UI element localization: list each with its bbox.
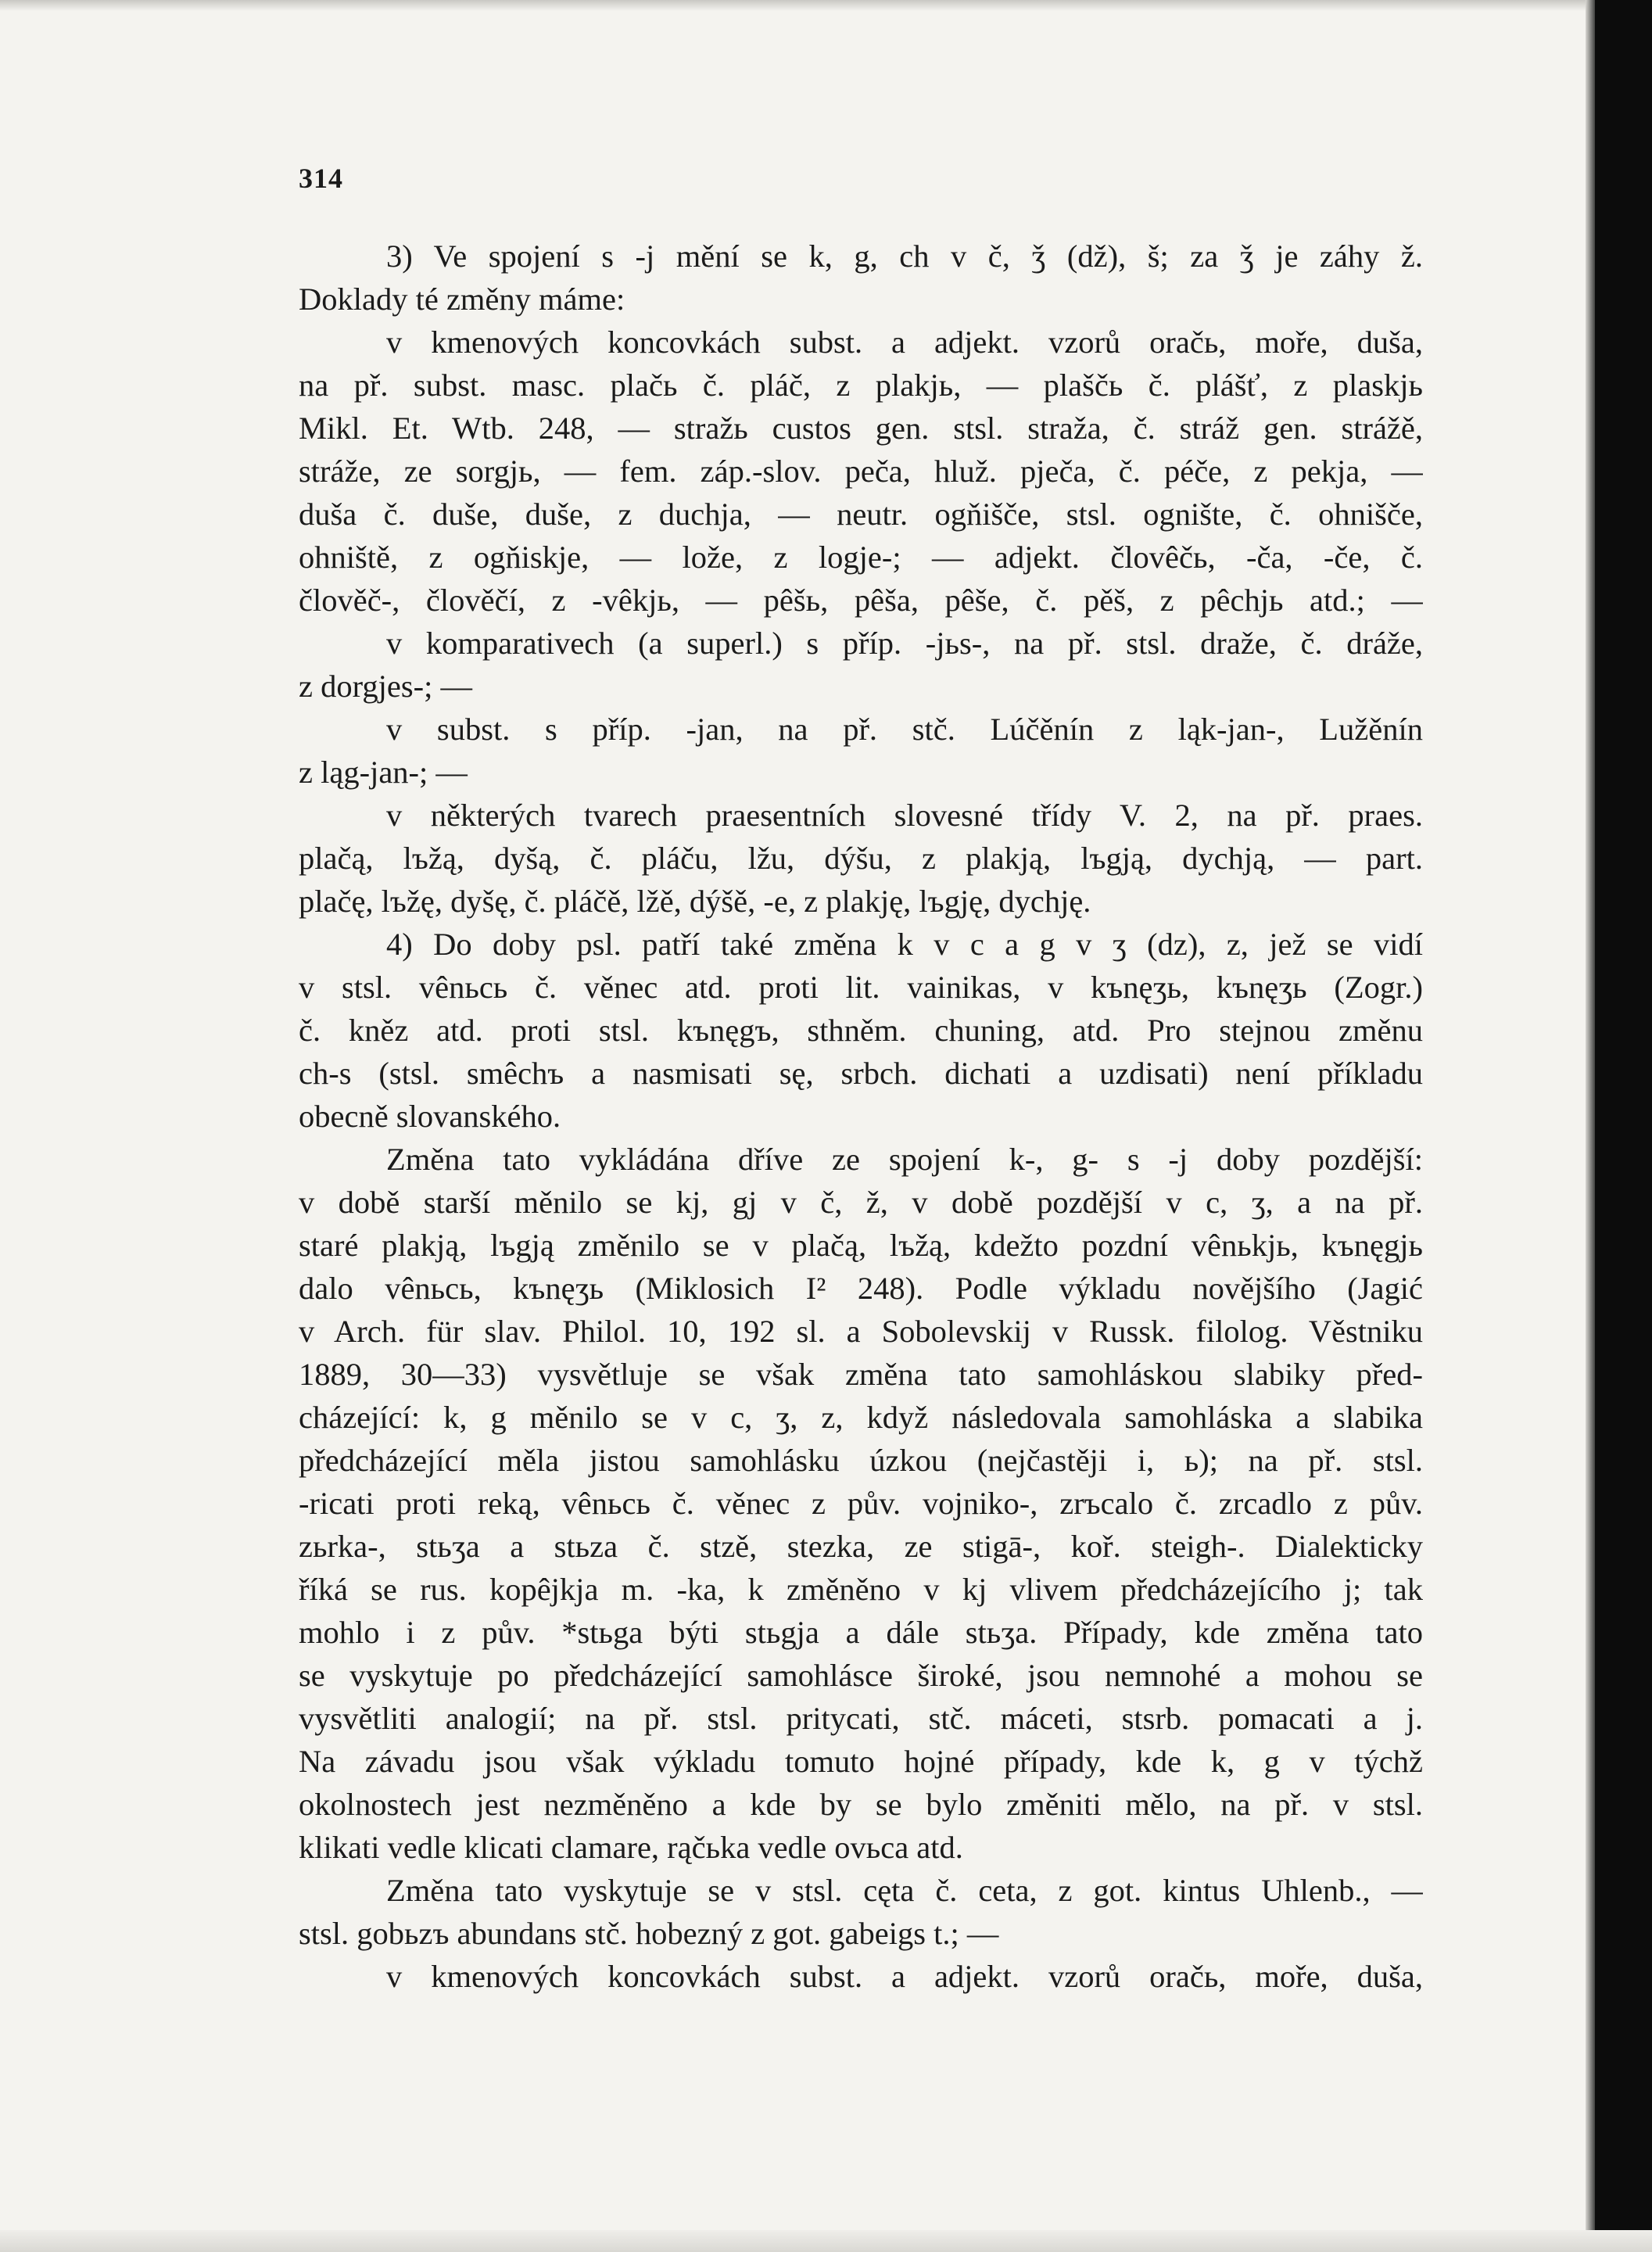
text-line: dalo vênьcь, kъnęʒь (Miklosich I² 248). Podle výkladu novějšího (Jagić [299, 1271, 1423, 1306]
text-line: klikati vedle klicati clamare, rąčьka vedle ovьca atd. [299, 1830, 963, 1865]
text-line: staré plakją, lъgją změnilo se v plačą, lъžą, kdežto pozdní vênьkjь, kъnęgjь [299, 1228, 1423, 1263]
scan-border-right [1595, 0, 1652, 2252]
text-line: v době starší měnilo se kj, gj v č, ž, v době pozdější v c, ʒ, a na př. [299, 1185, 1423, 1220]
text-line: v některých tvarech praesentních slovesné třídy V. 2, na př. praes. [386, 798, 1423, 833]
page-edge-bottom [0, 2230, 1652, 2252]
text-line: na př. subst. masc. plačь č. pláč, z plakjь, — plaščь č. plášť, z plaskjь [299, 368, 1423, 403]
text-line: obecně slovanského. [299, 1099, 561, 1134]
text-line: Doklady té změny máme: [299, 282, 625, 317]
text-line: v Arch. für slav. Philol. 10, 192 sl. a Sobolevskij v Russk. filolog. Věstniku [299, 1314, 1423, 1349]
text-line: Změna tato vyskytuje se v stsl. cęta č. ceta, z got. kintus Uhlenb., — [386, 1873, 1423, 1908]
top-page-shadow [0, 0, 1595, 11]
text-line: v stsl. vênьcь č. věnec atd. proti lit. vainikas, v kъnęʒь, kъnęʒь (Zogr.) [299, 970, 1423, 1005]
text-line: zьrka-, stьʒa a stьza č. stzě, stezka, ze stigā-, koř. steigh-. Dialekticky [299, 1529, 1423, 1564]
text-line: v komparativech (a superl.) s příp. -jьs-, na př. stsl. dražе, č. dráže, [386, 626, 1423, 661]
text-line: plačą, lъžą, dyšą, č. pláču, lžu, dýšu, z plakją, lъgją, dychją, — part. [299, 841, 1423, 876]
text-line: cházející: k, g měnilo se v c, ʒ, z, když následovala samohláska a slabika [299, 1400, 1423, 1435]
text-line: stsl. gobьzъ abundans stč. hobezný z got. gabeigs t.; — [299, 1916, 999, 1951]
text-line: z ląg-jan-; — [299, 755, 468, 790]
text-line: plačę, lъžę, dyšę, č. pláčě, lžě, dýšě, -e, z plakję, lъgję, dychję. [299, 884, 1091, 919]
page-number: 314 [299, 163, 343, 194]
text-line: -ricati proti reką, vênьcь č. věnec z pův. vojniko-, zrъcalo č. zrcadlo z pův. [299, 1486, 1423, 1521]
text-line: v kmenových koncovkách subst. a adjekt. vzorů oračь, moře, duša, [386, 1959, 1423, 1994]
text-line: v subst. s příp. -jan, na př. stč. Lúčěnín z ląk-jan-, Lužěnín [386, 712, 1423, 747]
text-line: Na závadu jsou však výkladu tomuto hojné případy, kde k, g v týchž [299, 1744, 1423, 1779]
text-line: předcházející měla jistou samohlásku úzkou (nejčastěji i, ь); na př. stsl. [299, 1443, 1423, 1478]
text-line: vysvětliti analogií; na př. stsl. pritycati, stč. máceti, stsrb. pomacati a j. [299, 1701, 1423, 1736]
text-line: se vyskytuje po předcházející samohlásce široké, jsou nemnohé a mohou se [299, 1658, 1423, 1693]
text-line: mohlo i z pův. *stьga býti stьgja a dále stьʒa. Případy, kde změna tato [299, 1615, 1423, 1650]
text-line: v kmenových koncovkách subst. a adjekt. vzorů oračь, moře, duša, [386, 325, 1423, 360]
text-line: 4) Do doby psl. patří také změna k v c a g v ʒ (dz), z, jež se vidí [386, 927, 1423, 962]
text-line: ch-s (stsl. smêchъ a nasmisati sę, srbch. dichati a uzdisati) není příkladu [299, 1056, 1423, 1091]
body-text [299, 235, 1423, 1998]
text-line: 3) Ve spojení s -j mění se k, g, ch v č, ǯ (dž), š; za ǯ je záhy ž. [386, 238, 1423, 274]
text-line: z dorgjes-; — [299, 669, 472, 704]
text-line: ohniště, z ogňiskje, — lože, z logje-; — adjekt. človêčь, -ča, -če, č. [299, 540, 1423, 575]
text-line: č. kněz atd. proti stsl. kъnęgъ, sthněm. chuning, atd. Pro stejnou změnu [299, 1013, 1423, 1048]
text-line: Mikl. Et. Wtb. 248, — stražь custos gen. stsl. straža, č. stráž gen. strážě, [299, 411, 1423, 446]
text-line: říká se rus. kopêjkja m. -ka, k změněno v kj vlivem předcházejícího j; tak [299, 1572, 1423, 1607]
text-line: duša č. duše, duše, z duchja, — neutr. ogňišče, stsl. ognište, č. ohnišče, [299, 497, 1423, 532]
text-line: Změna tato vykládána dříve ze spojení k-, g- s -j doby pozdější: [386, 1142, 1423, 1177]
text-line: stráže, ze sorgjь, — fem. záp.-slov. peča, hluž. pječa, č. péče, z pekja, — [299, 454, 1423, 489]
text-line: člověč-, člověčí, z -vêkjь, — pêšь, pêša, pêše, č. pěš, z pêchjь atd.; — [299, 583, 1423, 618]
text-line: 1889, 30—33) vysvětluje se však změna tato samohláskou slabiky před- [299, 1357, 1423, 1392]
text-line: okolnostech jest nezměněno a kde by se bylo změniti mělo, na př. v stsl. [299, 1787, 1423, 1822]
